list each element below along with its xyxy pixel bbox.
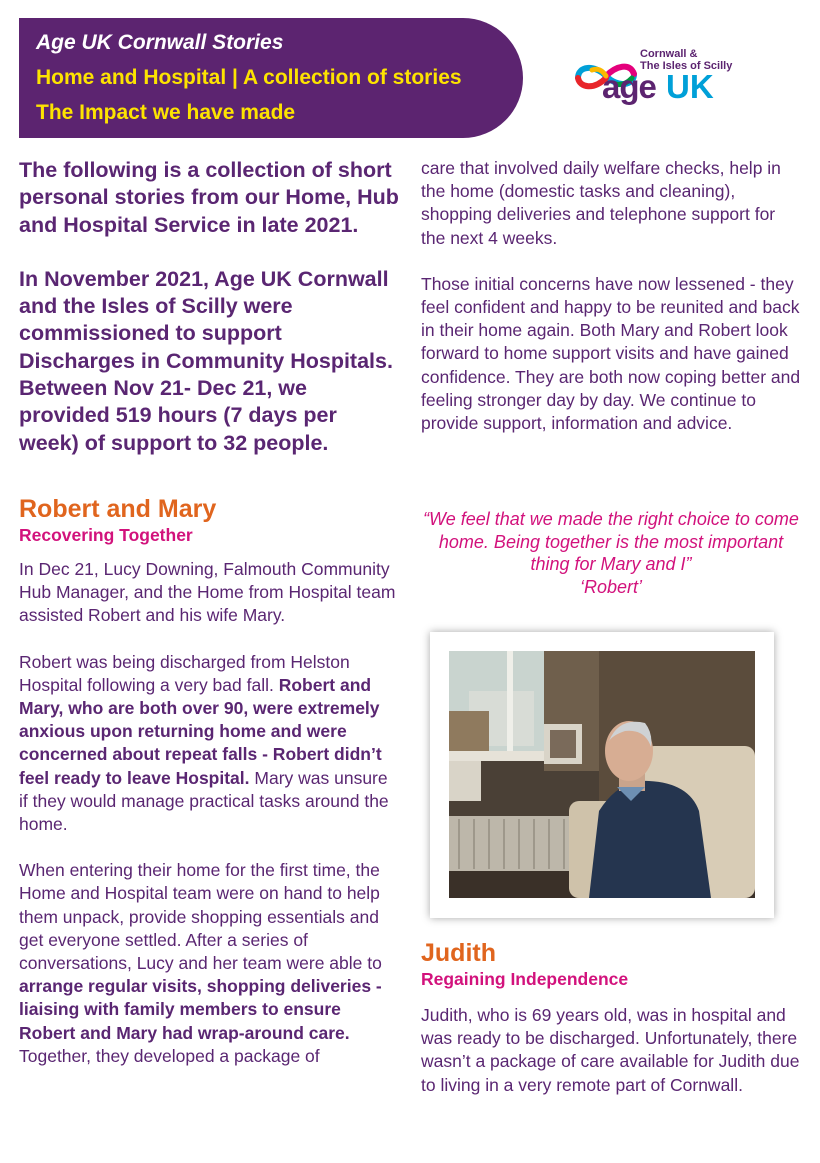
photo-illustration xyxy=(449,651,755,898)
logo-uk: UK xyxy=(666,68,714,105)
banner-tagline: The Impact we have made xyxy=(36,101,296,124)
story-subtitle-robert-mary: Recovering Together xyxy=(19,524,193,545)
robert-photo xyxy=(449,651,755,898)
story2-paragraph-1: Judith, who is 69 years old, was in hospital and was ready to be discharged. Unfortunately, there wasn’t a package of care available for Judith due to living in a very remote part of Cornwall. xyxy=(421,1005,800,1095)
story-title-robert-mary: Robert and Mary xyxy=(19,494,217,523)
banner-title: Age UK Cornwall Stories xyxy=(36,31,284,54)
story1-paragraph-1: In Dec 21, Lucy Downing, Falmouth Community Hub Manager, and the Home from Hospital team assisted Robert and his wife Mary. xyxy=(19,558,396,626)
header-banner xyxy=(19,18,523,138)
left-column xyxy=(19,157,399,1068)
story-subtitle-judith: Regaining Independence xyxy=(421,969,629,989)
age-uk-logo xyxy=(572,48,762,108)
story-title-judith: Judith xyxy=(421,939,496,967)
story1-paragraph-2: Robert was being discharged from Helston Hospital following a very bad fall. Robert and Mary, who are both over 90, were extremely anxious upon returning home and were concerned about repeat falls - Robert didn’t feel ready to leave Hospital. Mary was unsure if they would manage practical tasks around the home. xyxy=(19,651,389,834)
story1-paragraph-4: care that involved daily welfare checks, help in the home (domestic tasks and cleaning), shopping deliveries and telephone support for the next 4 weeks. xyxy=(421,158,781,248)
story2-block xyxy=(421,938,801,1097)
logo-location: Cornwall & The Isles of Scilly xyxy=(640,48,733,72)
right-column xyxy=(421,157,801,435)
robert-quote: “We feel that we made the right choice to come home. Being together is the most important thing for Mary and I” ‘Robert’ xyxy=(421,508,801,598)
story1-paragraph-5: Those initial concerns have now lessened - they feel confident and happy to be reunited and back in their home again. Both Mary and Robert look forward to home support visits and have gained confidence. They are both now coping better and feeling stronger day by day. We continue to provide support, information and advice. xyxy=(421,273,801,434)
intro-paragraph-2: In November 2021, Age UK Cornwall and the Isles of Scilly were commissioned to support Discharges in Community Hospitals. Between Nov 21- Dec 21, we provided 519 hours (7 days per week) of support to 32 people. xyxy=(19,266,393,455)
photo-frame xyxy=(430,632,774,918)
quote-author: ‘Robert’ xyxy=(579,576,643,597)
logo-age: age xyxy=(602,68,656,105)
story1-paragraph-3: When entering their home for the first time, the Home and Hospital team were on hand to help them unpack, provide shopping essentials and get everyone settled. After a series of conversations, Lucy and her team were able to arrange regular visits, shopping deliveries - liaising with family members to ensure Robert and Mary had wrap-around care. Together, they developed a package of xyxy=(19,860,382,1066)
banner-subtitle: Home and Hospital | A collection of stories xyxy=(36,66,462,89)
intro-paragraph-1: The following is a collection of short personal stories from our Home, Hub and Hospital Service in late 2021. xyxy=(19,158,399,237)
